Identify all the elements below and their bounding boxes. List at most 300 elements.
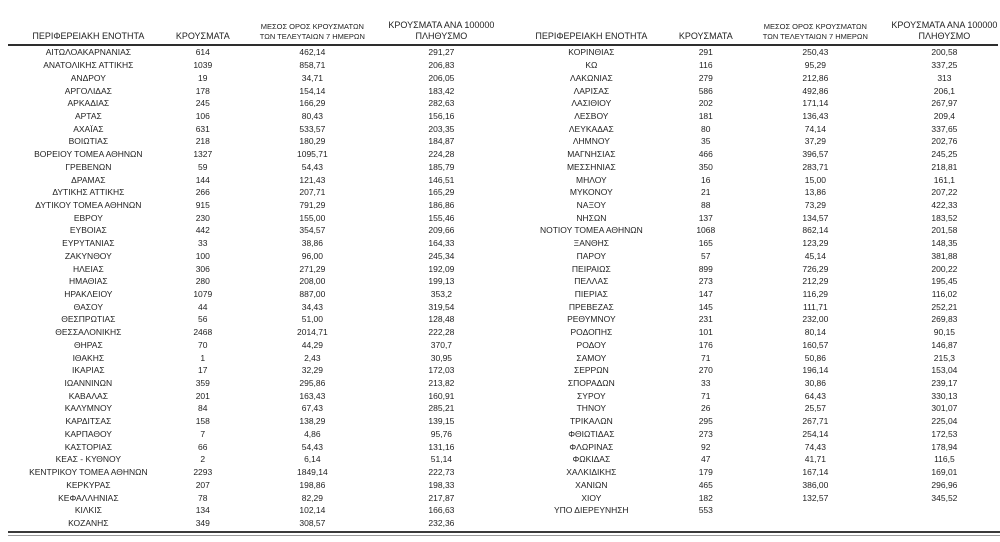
table-row (8, 415, 495, 428)
column-header-avg7-line1: ΜΕΣΟΣ ΟΡΟΣ ΚΡΟΥΣΜΑΤΩΝ (763, 22, 867, 31)
avg7-value: 396,57 (802, 149, 829, 160)
region-name: ΚΩ (585, 60, 598, 71)
per100k-value: 90,15 (933, 327, 956, 338)
table-row (8, 148, 495, 161)
column-header-avg7-line1: ΜΕΣΟΣ ΟΡΟΣ ΚΡΟΥΣΜΑΤΩΝ (260, 22, 364, 31)
cases-value: 35 (701, 136, 711, 147)
avg7-value: 2014,71 (296, 327, 328, 338)
table-row (8, 237, 495, 250)
cases-value: 80 (701, 123, 711, 134)
table-row (511, 250, 998, 263)
cases-value: 295 (698, 416, 713, 427)
table-row (8, 428, 495, 441)
region-name: ΓΡΕΒΕΝΩΝ (65, 161, 112, 172)
cases-value: 84 (198, 403, 208, 414)
per100k-value: 345,52 (931, 492, 958, 503)
per100k-value: 232,36 (428, 517, 455, 528)
per100k-value: 206,05 (428, 72, 455, 83)
cases-value: 915 (195, 199, 210, 210)
table-header-band (8, 20, 998, 46)
region-name: ΖΑΚΥΝΘΟΥ (64, 250, 112, 261)
cases-value: 179 (698, 467, 713, 478)
per100k-value: 201,58 (931, 225, 958, 236)
avg7-value: 533,57 (299, 123, 326, 134)
per100k-value: 161,1 (933, 174, 956, 185)
per100k-value: 116,02 (931, 289, 958, 300)
avg7-value: 15,00 (804, 174, 826, 185)
per100k-value: 337,65 (931, 123, 958, 134)
region-name: ΚΕΑΣ - ΚΥΘΝΟΥ (55, 454, 122, 465)
column-header-per100k (891, 20, 998, 42)
table-row (8, 275, 495, 288)
left-table-header (8, 20, 495, 42)
per100k-value: 200,22 (931, 263, 958, 274)
cases-value: 465 (698, 479, 713, 490)
per100k-value: 206,1 (933, 85, 956, 96)
avg7-value: 462,14 (299, 47, 326, 58)
per100k-value: 222,73 (428, 467, 455, 478)
region-name: ΒΟΡΕΙΟΥ ΤΟΜΕΑ ΑΘΗΝΩΝ (34, 149, 143, 160)
per100k-value: 337,25 (931, 60, 958, 71)
per100k-value: 225,04 (931, 416, 958, 427)
cases-value: 1079 (193, 289, 213, 300)
table-row (511, 440, 998, 453)
cases-value: 586 (698, 85, 713, 96)
avg7-value: 123,29 (802, 238, 829, 249)
region-name: ΑΝΔΡΟΥ (70, 72, 106, 83)
region-name: ΚΑΡΠΑΘΟΥ (64, 428, 112, 439)
cases-value: 71 (701, 390, 711, 401)
per100k-value: 245,25 (931, 149, 958, 160)
per100k-value: 128,48 (428, 314, 455, 325)
column-header-per100k-line1: ΚΡΟΥΣΜΑΤΑ ΑΝΑ 100000 (891, 20, 998, 30)
region-name: ΠΑΡΟΥ (576, 250, 607, 261)
per100k-value: 217,87 (428, 492, 455, 503)
region-name: ΔΥΤΙΚΗΣ ΑΤΤΙΚΗΣ (52, 187, 125, 198)
column-header-cases: ΚΡΟΥΣΜΑΤΑ (678, 31, 733, 41)
per100k-value: 370,7 (430, 339, 453, 350)
table-row (8, 59, 495, 72)
avg7-value: 30,86 (804, 378, 826, 389)
avg7-value: 64,43 (804, 390, 826, 401)
per100k-value: 199,13 (428, 276, 455, 287)
table-row (8, 122, 495, 135)
table-body-band (8, 46, 998, 530)
region-name: ΚΟΖΑΝΗΣ (68, 517, 109, 528)
region-name: ΒΟΙΩΤΙΑΣ (68, 136, 109, 147)
region-name: ΥΠΟ ΔΙΕΡΕΥΝΗΣΗ (554, 505, 629, 516)
table-row (8, 440, 495, 453)
table-row (8, 97, 495, 110)
column-header-avg7-line2: ΤΩΝ ΤΕΛΕΥΤΑΙΩΝ 7 ΗΜΕΡΩΝ (762, 32, 868, 41)
per100k-value: 215,3 (933, 352, 956, 363)
avg7-value: 6,14 (304, 454, 321, 465)
avg7-value: 154,14 (299, 85, 326, 96)
cases-value: 1327 (193, 149, 213, 160)
avg7-value: 121,43 (299, 174, 326, 185)
region-name: ΧΑΛΚΙΔΙΚΗΣ (566, 467, 617, 478)
region-name: ΑΝΑΤΟΛΙΚΗΣ ΑΤΤΙΚΗΣ (43, 60, 134, 71)
per100k-value: 239,17 (931, 378, 958, 389)
cases-value: 553 (698, 505, 713, 516)
avg7-value: 254,14 (802, 428, 829, 439)
table-row (8, 135, 495, 148)
cases-value: 56 (198, 314, 208, 325)
table-row (511, 389, 998, 402)
column-header-per100k (388, 20, 495, 42)
region-name: ΙΚΑΡΙΑΣ (72, 365, 105, 376)
avg7-value: 134,57 (802, 212, 829, 223)
cases-value: 1039 (193, 60, 213, 71)
region-name: ΑΡΚΑΔΙΑΣ (67, 98, 110, 109)
table-row (511, 237, 998, 250)
avg7-value: 250,43 (802, 47, 829, 58)
avg7-value: 171,14 (802, 98, 829, 109)
cases-value: 144 (195, 174, 210, 185)
table-row (511, 351, 998, 364)
cases-value: 631 (195, 123, 210, 134)
table-row (511, 46, 998, 59)
cases-value: 182 (698, 492, 713, 503)
cases-value: 57 (701, 250, 711, 261)
cases-value: 270 (698, 365, 713, 376)
cases-value: 78 (198, 492, 208, 503)
region-name: ΜΕΣΣΗΝΙΑΣ (566, 161, 616, 172)
per100k-value: 200,58 (931, 47, 958, 58)
per100k-value: 209,4 (933, 110, 956, 121)
cases-value: 70 (198, 339, 208, 350)
table-row (511, 110, 998, 123)
avg7-value: 82,29 (301, 492, 323, 503)
region-name: ΣΕΡΡΩΝ (573, 365, 609, 376)
avg7-value: 155,00 (299, 212, 326, 223)
per100k-value: 166,63 (428, 505, 455, 516)
table-row (511, 186, 998, 199)
per100k-value: 291,27 (428, 47, 455, 58)
avg7-value: 354,57 (299, 225, 326, 236)
per100k-value: 206,83 (428, 60, 455, 71)
region-name: ΦΘΙΩΤΙΔΑΣ (568, 428, 615, 439)
per100k-value: 195,45 (931, 276, 958, 287)
avg7-value: 37,29 (804, 136, 826, 147)
region-name: ΚΑΡΔΙΤΣΑΣ (65, 416, 112, 427)
region-name: ΚΕΝΤΡΙΚΟΥ ΤΟΜΕΑ ΑΘΗΝΩΝ (29, 467, 148, 478)
avg7-value: 102,14 (299, 505, 326, 516)
right-table-body (511, 46, 998, 530)
region-name: ΝΑΞΟΥ (576, 199, 607, 210)
left-table-body (8, 46, 495, 530)
cases-value: 306 (195, 263, 210, 274)
column-header-cases: ΚΡΟΥΣΜΑΤΑ (175, 31, 230, 41)
per100k-value: 422,33 (931, 199, 958, 210)
region-name: ΤΡΙΚΑΛΩΝ (569, 416, 613, 427)
cases-value: 178 (195, 85, 210, 96)
avg7-value: 160,57 (802, 339, 829, 350)
region-name: ΠΕΙΡΑΙΩΣ (571, 263, 611, 274)
table-row (511, 160, 998, 173)
region-name: ΚΑΣΤΟΡΙΑΣ (64, 441, 112, 452)
region-name: ΛΑΣΙΘΙΟΥ (571, 98, 612, 109)
cases-value: 176 (698, 339, 713, 350)
column-header-avg7 (740, 22, 891, 42)
table-row (511, 364, 998, 377)
table-row (8, 46, 495, 59)
per100k-value: 178,94 (931, 441, 958, 452)
avg7-value: 51,00 (301, 314, 323, 325)
per100k-value: 95,76 (430, 428, 453, 439)
cases-value: 1 (200, 352, 206, 363)
table-row (511, 135, 998, 148)
avg7-value: 116,29 (802, 289, 829, 300)
avg7-value: 111,71 (802, 301, 828, 312)
table-row (511, 148, 998, 161)
region-name: ΙΩΑΝΝΙΝΩΝ (64, 378, 113, 389)
region-name: ΝΟΤΙΟΥ ΤΟΜΕΑ ΑΘΗΝΩΝ (539, 225, 643, 236)
region-name: ΣΠΟΡΑΔΩΝ (567, 378, 615, 389)
region-name: ΕΥΡΥΤΑΝΙΑΣ (62, 238, 115, 249)
table-row (8, 364, 495, 377)
cases-value: 230 (195, 212, 210, 223)
avg7-value: 4,86 (304, 428, 321, 439)
region-name: ΛΕΥΚΑΔΑΣ (568, 123, 614, 134)
table-row (8, 326, 495, 339)
avg7-value: 32,29 (301, 365, 323, 376)
region-name: ΠΡΕΒΕΖΑΣ (568, 301, 614, 312)
table-row (511, 415, 998, 428)
region-name: ΘΕΣΣΑΛΟΝΙΚΗΣ (55, 327, 122, 338)
avg7-value: 80,43 (301, 110, 323, 121)
table-row (8, 339, 495, 352)
per100k-value: 252,21 (931, 301, 958, 312)
avg7-value: 54,43 (301, 161, 323, 172)
table-row (8, 300, 495, 313)
cases-value: 134 (195, 505, 210, 516)
avg7-value: 726,29 (802, 263, 829, 274)
cases-value: 16 (701, 174, 711, 185)
cases-value: 349 (195, 517, 210, 528)
avg7-value: 858,71 (299, 60, 326, 71)
avg7-value: 54,43 (301, 441, 323, 452)
cases-value: 280 (195, 276, 210, 287)
table-row (8, 478, 495, 491)
per100k-value: 353,2 (430, 289, 453, 300)
per100k-value: 207,22 (931, 187, 958, 198)
per100k-value: 153,04 (931, 365, 958, 376)
avg7-value: 163,43 (299, 390, 326, 401)
avg7-value: 34,71 (301, 72, 323, 83)
per100k-value: 218,81 (931, 161, 958, 172)
table-row (511, 300, 998, 313)
region-name: ΚΕΦΑΛΛΗΝΙΑΣ (58, 492, 119, 503)
avg7-value: 74,14 (804, 123, 826, 134)
avg7-value: 207,71 (299, 187, 326, 198)
column-header-region: ΠΕΡΙΦΕΡΕΙΑΚΗ ΕΝΟΤΗΤΑ (535, 31, 648, 41)
avg7-value: 41,71 (804, 454, 826, 465)
avg7-value: 887,00 (299, 289, 326, 300)
avg7-value: 136,43 (802, 110, 829, 121)
region-name: ΧΑΝΙΩΝ (575, 479, 608, 490)
cases-value: 101 (698, 327, 713, 338)
region-name: ΛΑΚΩΝΙΑΣ (569, 72, 613, 83)
table-row (511, 199, 998, 212)
region-name: ΠΕΛΛΑΣ (574, 276, 609, 287)
per100k-value: 169,01 (931, 467, 958, 478)
table-row (511, 224, 998, 237)
table-row (8, 160, 495, 173)
cases-value: 2293 (193, 467, 213, 478)
per100k-value: 319,54 (428, 301, 455, 312)
region-name: ΘΕΣΠΡΩΤΙΑΣ (61, 314, 116, 325)
cases-value: 899 (698, 263, 713, 274)
avg7-value: 132,57 (802, 492, 829, 503)
table-row (511, 504, 998, 517)
region-name: ΦΛΩΡΙΝΑΣ (569, 441, 614, 452)
avg7-value: 80,14 (804, 327, 826, 338)
avg7-value: 74,43 (804, 441, 826, 452)
cases-value: 147 (698, 289, 713, 300)
column-header-avg7 (237, 22, 388, 42)
region-name: ΣΑΜΟΥ (576, 352, 607, 363)
cases-value: 273 (698, 428, 713, 439)
table-bottom-rule (8, 531, 1000, 536)
cases-value: 207 (195, 479, 210, 490)
table-row (8, 224, 495, 237)
per100k-value: 139,15 (428, 416, 455, 427)
table-row (511, 478, 998, 491)
cases-value: 158 (195, 416, 210, 427)
region-name: ΗΡΑΚΛΕΙΟΥ (64, 289, 113, 300)
region-name: ΦΩΚΙΔΑΣ (572, 454, 611, 465)
avg7-value: 212,29 (802, 276, 829, 287)
per100k-value: 185,79 (428, 161, 455, 172)
avg7-value: 167,14 (802, 467, 829, 478)
region-name: ΤΗΝΟΥ (576, 403, 607, 414)
avg7-value: 791,29 (299, 199, 326, 210)
per100k-value: 184,87 (428, 136, 455, 147)
table-row (511, 326, 998, 339)
region-name: ΗΛΕΙΑΣ (72, 263, 104, 274)
cases-value: 202 (698, 98, 713, 109)
avg7-value: 166,29 (299, 98, 326, 109)
avg7-value: 308,57 (299, 517, 326, 528)
per100k-value: 222,28 (428, 327, 455, 338)
per100k-value: 172,53 (931, 428, 958, 439)
avg7-value: 138,29 (299, 416, 326, 427)
region-name: ΑΡΓΟΛΙΔΑΣ (64, 85, 112, 96)
per100k-value: 156,16 (428, 110, 455, 121)
avg7-value: 13,86 (804, 187, 826, 198)
table-row (511, 211, 998, 224)
per100k-value: 146,51 (428, 174, 455, 185)
region-name: ΡΟΔΟΥ (576, 339, 607, 350)
region-name: ΝΗΣΩΝ (576, 212, 607, 223)
avg7-value: 2,43 (304, 352, 321, 363)
avg7-value: 232,00 (802, 314, 829, 325)
region-name: ΚΕΡΚΥΡΑΣ (66, 479, 111, 490)
per100k-value: 209,66 (428, 225, 455, 236)
cases-value: 71 (701, 352, 711, 363)
per100k-value: 213,82 (428, 378, 455, 389)
cases-value: 165 (698, 238, 713, 249)
cases-value: 442 (195, 225, 210, 236)
table-row (8, 491, 495, 504)
region-name: ΑΙΤΩΛΟΑΚΑΡΝΑΝΙΑΣ (45, 47, 131, 58)
per100k-value: 269,83 (931, 314, 958, 325)
table-row (511, 491, 998, 504)
cases-value: 1068 (696, 225, 716, 236)
cases-value: 273 (698, 276, 713, 287)
table-row (8, 288, 495, 301)
region-name: ΡΕΘΥΜΝΟΥ (567, 314, 616, 325)
table-row (511, 339, 998, 352)
region-name: ΕΒΡΟΥ (73, 212, 103, 223)
avg7-value: 45,14 (804, 250, 826, 261)
table-row (8, 211, 495, 224)
cases-value: 59 (198, 161, 208, 172)
per100k-value: 296,96 (931, 479, 958, 490)
right-table-header (511, 20, 998, 42)
tables-wrap (8, 20, 998, 530)
cases-value: 33 (198, 238, 208, 249)
region-name: ΕΥΒΟΙΑΣ (69, 225, 107, 236)
per100k-value: 186,86 (428, 199, 455, 210)
column-header-per100k-line1: ΚΡΟΥΣΜΑΤΑ ΑΝΑ 100000 (388, 20, 495, 30)
cases-value: 181 (698, 110, 713, 121)
cases-value: 466 (698, 149, 713, 160)
avg7-value: 67,43 (301, 403, 323, 414)
avg7-value: 198,86 (299, 479, 326, 490)
per100k-value: 165,29 (428, 187, 455, 198)
per100k-value: 30,95 (430, 352, 453, 363)
table-row (511, 71, 998, 84)
region-name: ΚΙΛΚΙΣ (74, 505, 102, 516)
per100k-value: 245,34 (428, 250, 455, 261)
cases-value: 19 (198, 72, 208, 83)
avg7-value: 271,29 (299, 263, 326, 274)
per100k-value: 183,42 (428, 85, 455, 96)
per100k-value: 146,87 (931, 339, 958, 350)
avg7-value: 295,86 (299, 378, 326, 389)
table-row (8, 173, 495, 186)
cases-value: 350 (698, 161, 713, 172)
per100k-value: 160,91 (428, 390, 455, 401)
per100k-value: 330,13 (931, 390, 958, 401)
region-name: ΜΥΚΟΝΟΥ (569, 187, 613, 198)
table-row (511, 377, 998, 390)
table-row (8, 84, 495, 97)
cases-value: 26 (701, 403, 711, 414)
table-row (8, 517, 495, 530)
per100k-value: 51,14 (430, 454, 453, 465)
region-name: ΞΑΝΘΗΣ (573, 238, 610, 249)
cases-value: 231 (698, 314, 713, 325)
avg7-value: 44,29 (301, 339, 323, 350)
cases-value: 66 (198, 441, 208, 452)
per100k-value: 202,76 (931, 136, 958, 147)
cases-value: 245 (195, 98, 210, 109)
per100k-value: 172,03 (428, 365, 455, 376)
region-name: ΛΕΣΒΟΥ (574, 110, 609, 121)
cases-value: 7 (200, 428, 206, 439)
per100k-value: 116,5 (934, 454, 955, 465)
region-name: ΛΗΜΝΟΥ (572, 136, 610, 147)
cases-value: 21 (701, 187, 711, 198)
avg7-value: 34,43 (301, 301, 323, 312)
table-row (8, 377, 495, 390)
avg7-value: 862,14 (802, 225, 829, 236)
region-name: ΚΑΛΥΜΝΟΥ (64, 403, 112, 414)
table-row (511, 428, 998, 441)
